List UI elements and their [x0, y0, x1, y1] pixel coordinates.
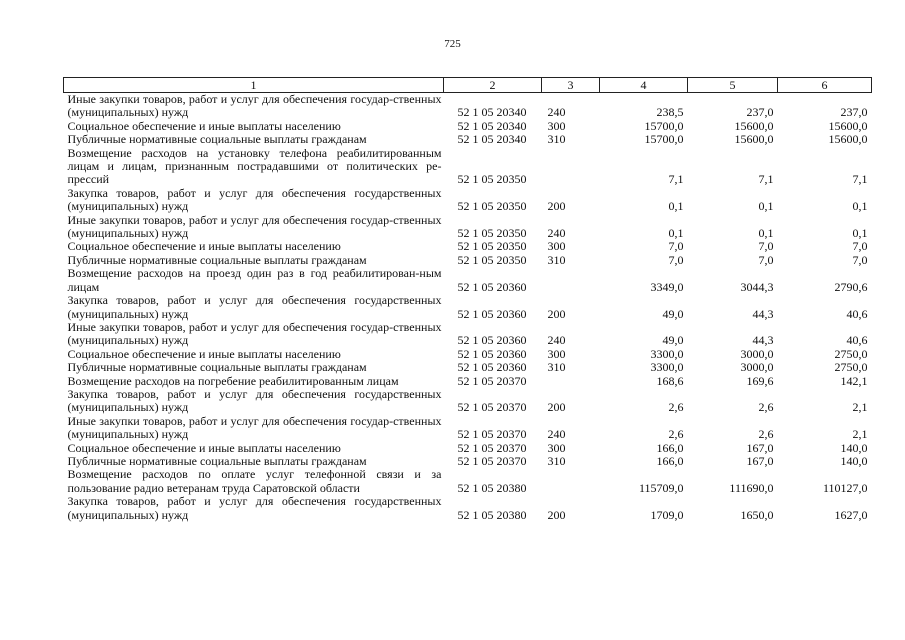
- expense-type-code-cell: 300: [547, 346, 566, 361]
- table-row: [64, 267, 872, 294]
- amount-col4-cell: 49,0: [662, 306, 684, 321]
- amount-col5-cell: 7,1: [758, 172, 774, 187]
- amount-col6-cell: 40,6: [846, 333, 868, 348]
- amount-col4-cell: 115709,0: [638, 480, 684, 495]
- expense-name-cell: Возмещение расходов по оплате услуг телефонной связи и за пользование радио ветеранам труда Саратовской области: [67, 467, 442, 495]
- amount-col6-cell: 2750,0: [834, 360, 868, 375]
- expense-name-cell: Иные закупки товаров, работ и услуг для обеспечения государ-ственных (муниципальных) нужд: [67, 413, 442, 442]
- expense-name-cell: Иные закупки товаров, работ и услуг для обеспечения государ-ственных (муниципальных) нужд: [67, 92, 442, 120]
- amount-col5-cell: 2,6: [758, 427, 774, 442]
- expense-name-cell: Возмещение расходов на проезд один раз в год реабилитирован-ным лицам: [67, 266, 442, 294]
- expense-type-code-cell: 240: [547, 226, 566, 241]
- target-article-code-cell: 52 1 05 20350: [457, 172, 527, 187]
- amount-col6-cell: 140,0: [840, 440, 868, 455]
- table-row: [64, 214, 872, 241]
- target-article-code-cell: 52 1 05 20340: [457, 118, 527, 133]
- table-body: [64, 93, 872, 523]
- target-article-code-cell: 52 1 05 20340: [457, 132, 527, 147]
- amount-col5-cell: 1650,0: [740, 507, 774, 522]
- amount-col6-cell: 2,1: [852, 427, 868, 442]
- target-article-code-cell: 52 1 05 20370: [457, 453, 527, 468]
- target-article-code-cell: 52 1 05 20360: [457, 333, 527, 348]
- target-article-code-cell: 52 1 05 20350: [457, 239, 527, 254]
- amount-col4-cell: 0,1: [668, 199, 684, 214]
- column-header-1: 1: [64, 78, 444, 93]
- amount-col6-cell: 237,0: [840, 105, 868, 120]
- amount-col5-cell: 3000,0: [740, 360, 774, 375]
- amount-col6-cell: 15600,0: [828, 118, 868, 133]
- expense-type-code-cell: 310: [547, 132, 566, 147]
- amount-col6-cell: 0,1: [852, 226, 868, 241]
- amount-col4-cell: 15700,0: [644, 118, 684, 133]
- amount-col4-cell: 0,1: [668, 226, 684, 241]
- table-header: [64, 78, 872, 93]
- amount-col6-cell: 2790,6: [834, 279, 868, 294]
- amount-col5-cell: 167,0: [746, 453, 774, 468]
- amount-col4-cell: 3300,0: [650, 360, 684, 375]
- target-article-code-cell: 52 1 05 20370: [457, 373, 527, 388]
- expense-name-cell: Иные закупки товаров, работ и услуг для обеспечения государ-ственных (муниципальных) нужд: [67, 319, 442, 348]
- page-number: 725: [444, 38, 461, 50]
- amount-col5-cell: 44,3: [752, 306, 774, 321]
- expense-name-cell: Социальное обеспечение и иные выплаты населению: [67, 118, 341, 133]
- expense-type-code-cell: 200: [547, 306, 566, 321]
- amount-col5-cell: 7,0: [758, 252, 774, 267]
- expense-type-code-cell: 300: [547, 440, 566, 455]
- expense-type-code-cell: [542, 267, 600, 294]
- amount-col4-cell: 1709,0: [650, 507, 684, 522]
- expense-name-cell: Публичные нормативные социальные выплаты гражданам: [67, 360, 367, 375]
- amount-col6-cell: 40,6: [846, 306, 868, 321]
- amount-col4-cell: 49,0: [662, 333, 684, 348]
- amount-col6-cell: 110127,0: [822, 480, 868, 495]
- expense-name-cell: Публичные нормативные социальные выплаты гражданам: [67, 453, 367, 468]
- table-row: [64, 187, 872, 214]
- amount-col6-cell: 2750,0: [834, 346, 868, 361]
- expense-type-code-cell: 200: [547, 507, 566, 522]
- amount-col4-cell: 3349,0: [650, 279, 684, 294]
- table-row: [64, 120, 872, 133]
- table-row: [64, 93, 872, 120]
- amount-col6-cell: 7,0: [852, 252, 868, 267]
- table-row: [64, 254, 872, 267]
- amount-col4-cell: 166,0: [656, 440, 684, 455]
- amount-col4-cell: 2,6: [668, 400, 684, 415]
- amount-col4-cell: 7,0: [668, 252, 684, 267]
- amount-col6-cell: 7,0: [852, 239, 868, 254]
- target-article-code-cell: 52 1 05 20360: [457, 306, 527, 321]
- target-article-code-cell: 52 1 05 20350: [457, 226, 527, 241]
- expense-type-code-cell: 240: [547, 105, 566, 120]
- amount-col4-cell: 166,0: [656, 453, 684, 468]
- amount-col4-cell: 238,5: [656, 105, 684, 120]
- expense-name-cell: Возмещение расходов на погребение реабилитированным лицам: [67, 373, 399, 388]
- expense-type-code-cell: 310: [547, 252, 566, 267]
- table-row: [64, 147, 872, 187]
- amount-col5-cell: 15600,0: [734, 132, 774, 147]
- column-header-4: 4: [600, 78, 688, 93]
- expense-name-cell: Социальное обеспечение и иные выплаты населению: [67, 440, 341, 455]
- target-article-code-cell: 52 1 05 20350: [457, 252, 527, 267]
- table-row: [64, 375, 872, 388]
- expense-type-code-cell: 300: [547, 239, 566, 254]
- expense-type-code-cell: [542, 375, 600, 388]
- expense-name-cell: Социальное обеспечение и иные выплаты населению: [67, 239, 341, 254]
- amount-col6-cell: 7,1: [852, 172, 868, 187]
- expense-type-code-cell: 310: [547, 360, 566, 375]
- target-article-code-cell: 52 1 05 20350: [457, 199, 527, 214]
- amount-col6-cell: 2,1: [852, 400, 868, 415]
- amount-col5-cell: 3044,3: [740, 279, 774, 294]
- column-header-2: 2: [444, 78, 542, 93]
- amount-col4-cell: 7,0: [668, 239, 684, 254]
- amount-col5-cell: 7,0: [758, 239, 774, 254]
- expense-type-code-cell: [542, 147, 600, 187]
- amount-col6-cell: 0,1: [852, 199, 868, 214]
- table-row: [64, 442, 872, 455]
- amount-col5-cell: 0,1: [758, 199, 774, 214]
- column-header-3: 3: [542, 78, 600, 93]
- amount-col4-cell: 7,1: [668, 172, 684, 187]
- amount-col5-cell: 169,6: [746, 373, 774, 388]
- expense-name-cell: Закупка товаров, работ и услуг для обеспечения государственных (муниципальных) нужд: [67, 494, 442, 522]
- table-row: [64, 388, 872, 415]
- amount-col4-cell: 15700,0: [644, 132, 684, 147]
- amount-col5-cell: 237,0: [746, 105, 774, 120]
- column-header-6: 6: [778, 78, 872, 93]
- expense-type-code-cell: 200: [547, 199, 566, 214]
- amount-col6-cell: 15600,0: [828, 132, 868, 147]
- table-row: [64, 294, 872, 321]
- table-row: [64, 361, 872, 374]
- table-row: [64, 468, 872, 495]
- amount-col4-cell: 3300,0: [650, 346, 684, 361]
- amount-col5-cell: 15600,0: [734, 118, 774, 133]
- expense-name-cell: Публичные нормативные социальные выплаты гражданам: [67, 132, 367, 147]
- amount-col5-cell: 2,6: [758, 400, 774, 415]
- amount-col5-cell: 167,0: [746, 440, 774, 455]
- amount-col5-cell: 0,1: [758, 226, 774, 241]
- expense-type-code-cell: 310: [547, 453, 566, 468]
- target-article-code-cell: 52 1 05 20380: [457, 480, 527, 495]
- expense-type-code-cell: 240: [547, 333, 566, 348]
- amount-col6-cell: 142,1: [840, 373, 868, 388]
- expense-name-cell: Закупка товаров, работ и услуг для обеспечения государственных (муниципальных) нужд: [67, 386, 442, 415]
- amount-col4-cell: 168,6: [656, 373, 684, 388]
- target-article-code-cell: 52 1 05 20360: [457, 279, 527, 294]
- column-header-5: 5: [688, 78, 778, 93]
- target-article-code-cell: 52 1 05 20370: [457, 440, 527, 455]
- table-row: [64, 455, 872, 468]
- expense-type-code-cell: 300: [547, 118, 566, 133]
- expense-name-cell: Социальное обеспечение и иные выплаты населению: [67, 346, 341, 361]
- amount-col4-cell: 2,6: [668, 427, 684, 442]
- amount-col6-cell: 140,0: [840, 453, 868, 468]
- expense-name-cell: Закупка товаров, работ и услуг для обеспечения государственных (муниципальных) нужд: [67, 185, 442, 214]
- target-article-code-cell: 52 1 05 20370: [457, 427, 527, 442]
- budget-table: [63, 77, 872, 522]
- header-row: [64, 78, 872, 93]
- target-article-code-cell: 52 1 05 20370: [457, 400, 527, 415]
- expense-name-cell: Возмещение расходов на установку телефона реабилитированным лицам и лицам, признанным пострадавшими от политических ре-прессий: [67, 145, 442, 187]
- expense-type-code-cell: [542, 468, 600, 495]
- table-row: [64, 240, 872, 253]
- amount-col5-cell: 3000,0: [740, 346, 774, 361]
- target-article-code-cell: 52 1 05 20360: [457, 346, 527, 361]
- expense-type-code-cell: 240: [547, 427, 566, 442]
- target-article-code-cell: 52 1 05 20340: [457, 105, 527, 120]
- table-row: [64, 321, 872, 348]
- amount-col6-cell: 1627,0: [834, 507, 868, 522]
- amount-col5-cell: 111690,0: [729, 480, 774, 495]
- amount-col5-cell: 44,3: [752, 333, 774, 348]
- table-row: [64, 133, 872, 146]
- expense-name-cell: Иные закупки товаров, работ и услуг для обеспечения государ-ственных (муниципальных) нужд: [67, 212, 442, 241]
- expense-name-cell: Закупка товаров, работ и услуг для обеспечения государственных (муниципальных) нужд: [67, 293, 442, 321]
- target-article-code-cell: 52 1 05 20360: [457, 360, 527, 375]
- target-article-code-cell: 52 1 05 20380: [457, 507, 527, 522]
- expense-name-cell: Публичные нормативные социальные выплаты гражданам: [67, 252, 367, 267]
- expense-type-code-cell: 200: [547, 400, 566, 415]
- table-row: [64, 348, 872, 361]
- table-row: [64, 495, 872, 522]
- table-row: [64, 415, 872, 442]
